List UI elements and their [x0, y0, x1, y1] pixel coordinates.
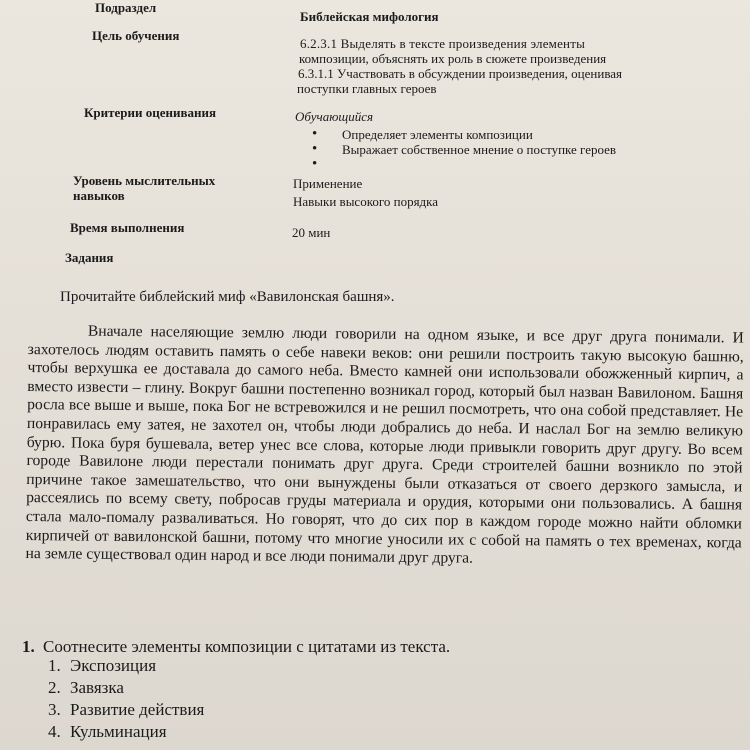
- reading-instruction: Прочитайте библейский миф «Вавилонская башня».: [60, 289, 395, 305]
- myth-text: Вначале населяющие землю люди говорили на одном языке, и все друг друга понимали. И захотелось людям оставить память о себе навеки веков: они решили построить такую высокую башню, чтобы верхушка ее доставала до самого неба. Вместо камней они использовали обожженный кирпич, а вместо извести – глину. Вокруг башни постепенно возникал город, который был назван Вавилоном. Башня росла все выше и выше, пока Бог не встревожился и не решил посмотреть, что она собой представляет. Не понравилась ему затея, не захотел он, чтобы люди добрались до неба. И наслал Бог на землю великую бурю. Пока буря бушевала, ветер унес все слова, которые люди привыкли говорить друг другу. Во всем городе Вавилоне люди перестали понимать друг друга. Среди строителей башни возникло по этой причине такое замешательство, что они вынуждены были отказаться от своего дерзкого замысла, и рассеялись по всему свету, побросав груды материала и орудия, которыми они пользовались. А башня стала мало-помалу разваливаться. Но говорят, что до сих пор в каждом городе можно найти обломки кирпичей от вавилонской башни, потому что многие уносили их с собой на память о тех временах, когда на земле существовал один народ и все люди понимали друг друга.: [25, 322, 744, 567]
- tasks-label: Задания: [65, 250, 114, 265]
- list-item-number: 1.: [48, 656, 61, 675]
- list-item-number: 3.: [48, 700, 61, 719]
- time-value: 20 мин: [292, 225, 331, 240]
- task-1: [22, 637, 450, 657]
- goal-line: 6.3.1.1 Участвовать в обсуждении произведения, оценивая: [298, 66, 623, 81]
- goal-line: композиции, объяснять их роль в сюжете произведения: [299, 51, 607, 66]
- criteria-item: • Выражает собственное мнение о поступке героев: [312, 142, 616, 157]
- goal-line: 6.2.3.1 Выделять в тексте произведения элементы: [300, 36, 586, 51]
- subsection-value: Библейская мифология: [300, 9, 439, 24]
- list-item-number: 4.: [48, 722, 61, 741]
- subsection-label: Подраздел: [95, 0, 157, 15]
- composition-elements-list: [48, 655, 204, 743]
- list-item-label: Завязка: [70, 678, 124, 697]
- task-number: 1.: [22, 637, 35, 656]
- criteria-heading: Обучающийся: [295, 109, 374, 124]
- goal-label: Цель обучения: [92, 28, 180, 43]
- criteria-label: Критерии оценивания: [84, 105, 217, 120]
- task-text: Соотнесите элементы композиции с цитатами из текста.: [43, 637, 451, 656]
- thinking-line: Навыки высокого порядка: [293, 194, 439, 209]
- list-item-label: Развитие действия: [70, 700, 205, 719]
- list-item: [48, 721, 204, 743]
- list-item: [48, 655, 204, 677]
- goal-line: поступки главных героев: [297, 81, 437, 96]
- time-label: Время выполнения: [70, 220, 185, 235]
- list-item: [48, 677, 204, 699]
- thinking-label: Уровень мыслительных навыков: [73, 173, 216, 203]
- list-item-number: 2.: [48, 678, 61, 697]
- criteria-item: [312, 157, 616, 172]
- criteria-item: • Определяет элементы композиции: [312, 127, 616, 142]
- thinking-line: Применение: [293, 176, 363, 191]
- list-item-label: Экспозиция: [70, 656, 157, 675]
- criteria-list: [312, 127, 616, 172]
- list-item: [48, 699, 204, 721]
- list-item-label: Кульминация: [70, 722, 167, 741]
